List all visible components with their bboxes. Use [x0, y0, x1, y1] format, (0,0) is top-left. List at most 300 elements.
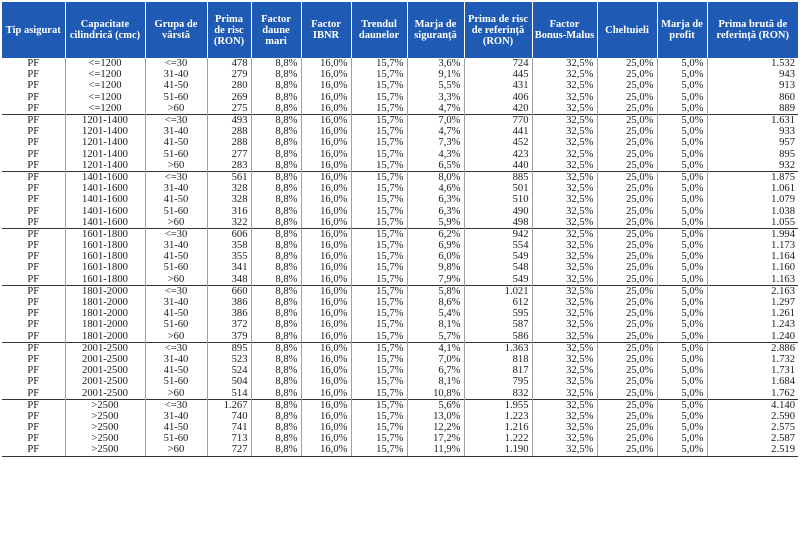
table-row: [2, 69, 798, 80]
cell-factor-bonus-malus: 32,5%: [532, 194, 597, 205]
cell-capacitate: 2001-2500: [65, 376, 145, 387]
cell-factor-daune-mari: 8,8%: [251, 228, 301, 240]
cell-trendul-daunelor: 15,7%: [351, 92, 407, 103]
cell-cheltuieli: 25,0%: [597, 251, 657, 262]
cell-prima-risc-referinta: 445: [464, 69, 532, 80]
cell-factor-ibnr: 16,0%: [301, 308, 351, 319]
cell-prima-risc-referinta: 612: [464, 297, 532, 308]
cell-cheltuieli: 25,0%: [597, 433, 657, 444]
table-row: [2, 354, 798, 365]
cell-marja-siguranta: 13,0%: [407, 411, 464, 422]
table-row: [2, 387, 798, 399]
cell-prima-risc-referinta: 452: [464, 137, 532, 148]
cell-prima-risc: 328: [207, 194, 251, 205]
cell-grupa-varsta: 31-40: [145, 69, 207, 80]
cell-prima-risc: 523: [207, 354, 251, 365]
cell-factor-daune-mari: 8,8%: [251, 114, 301, 126]
cell-tip-asigurat: PF: [2, 228, 65, 240]
cell-prima-risc: 288: [207, 137, 251, 148]
cell-marja-profit: 5,0%: [657, 137, 707, 148]
cell-tip-asigurat: PF: [27, 353, 40, 365]
cell-factor-bonus-malus: 32,5%: [532, 126, 597, 137]
cell-tip-asigurat: PF: [27, 308, 40, 320]
tariff-table: [2, 2, 798, 457]
cell-marja-profit: 5,0%: [657, 58, 707, 69]
cell-marja-profit: 5,0%: [657, 228, 707, 240]
cell-tip-asigurat: PF: [27, 330, 40, 342]
cell-factor-bonus-malus: 32,5%: [532, 69, 597, 80]
cell-cheltuieli: 25,0%: [597, 411, 657, 422]
cell-tip-asigurat: PF: [27, 273, 40, 285]
cell-factor-bonus-malus: 32,5%: [532, 58, 597, 69]
cell-marja-siguranta: 4,3%: [407, 149, 464, 160]
cell-factor-bonus-malus: 32,5%: [532, 365, 597, 376]
cell-factor-bonus-malus: 32,5%: [532, 308, 597, 319]
cell-factor-ibnr: 16,0%: [301, 262, 351, 273]
cell-prima-risc: 740: [207, 411, 251, 422]
cell-factor-ibnr: 16,0%: [301, 319, 351, 330]
cell-marja-siguranta: 5,6%: [407, 399, 464, 411]
cell-cheltuieli: 25,0%: [597, 103, 657, 115]
cell-tip-asigurat: PF: [27, 148, 40, 160]
cell-prima-risc-referinta: 1.223: [464, 411, 532, 422]
cell-prima-bruta-referinta: 1.240: [707, 331, 798, 343]
cell-cheltuieli: 25,0%: [597, 274, 657, 286]
table-row: [2, 297, 798, 308]
cell-factor-bonus-malus: 32,5%: [532, 92, 597, 103]
cell-tip-asigurat: PF: [27, 194, 40, 206]
table-row: [2, 58, 798, 69]
cell-tip-asigurat: PF: [27, 433, 40, 445]
cell-prima-bruta-referinta: 2.163: [707, 285, 798, 297]
cell-trendul-daunelor: 15,7%: [351, 194, 407, 205]
cell-tip-asigurat: PF: [27, 69, 40, 81]
cell-trendul-daunelor: 15,7%: [351, 126, 407, 137]
cell-factor-daune-mari: 8,8%: [251, 262, 301, 273]
cell-trendul-daunelor: 15,7%: [351, 103, 407, 115]
header-marja-siguranta: Marja de siguranță: [407, 2, 464, 58]
cell-factor-ibnr: 16,0%: [301, 149, 351, 160]
cell-prima-bruta-referinta: 1.164: [707, 251, 798, 262]
cell-marja-profit: 5,0%: [657, 205, 707, 216]
cell-factor-daune-mari: 8,8%: [251, 160, 301, 172]
cell-factor-daune-mari: 8,8%: [251, 92, 301, 103]
header-marja-profit: Marja de profit: [657, 2, 707, 58]
cell-factor-daune-mari: 8,8%: [251, 58, 301, 69]
cell-factor-ibnr: 16,0%: [301, 274, 351, 286]
cell-grupa-varsta: 51-60: [145, 376, 207, 387]
table-row: [2, 126, 798, 137]
cell-grupa-varsta: 51-60: [145, 149, 207, 160]
cell-marja-profit: 5,0%: [657, 103, 707, 115]
cell-capacitate: 2001-2500: [65, 342, 145, 354]
header-row: [2, 2, 798, 58]
cell-factor-daune-mari: 8,8%: [251, 240, 301, 251]
cell-grupa-varsta: <=30: [145, 399, 207, 411]
cell-prima-risc: 348: [207, 274, 251, 286]
cell-factor-ibnr: 16,0%: [301, 376, 351, 387]
cell-trendul-daunelor: 15,7%: [351, 205, 407, 216]
cell-prima-bruta-referinta: 1.079: [707, 194, 798, 205]
cell-cheltuieli: 25,0%: [597, 297, 657, 308]
table-row: [2, 240, 798, 251]
cell-grupa-varsta: 51-60: [145, 262, 207, 273]
table-row: [2, 137, 798, 148]
cell-prima-bruta-referinta: 1.994: [707, 228, 798, 240]
cell-prima-bruta-referinta: 1.163: [707, 274, 798, 286]
cell-marja-siguranta: 8,1%: [407, 376, 464, 387]
cell-marja-siguranta: 12,2%: [407, 422, 464, 433]
cell-prima-bruta-referinta: 1.732: [707, 354, 798, 365]
cell-prima-risc-referinta: 406: [464, 92, 532, 103]
cell-trendul-daunelor: 15,7%: [351, 342, 407, 354]
cell-prima-risc-referinta: 423: [464, 149, 532, 160]
cell-tip-asigurat: PF: [27, 183, 40, 195]
cell-marja-profit: 5,0%: [657, 262, 707, 273]
cell-tip-asigurat: PF: [27, 365, 40, 377]
cell-prima-risc-referinta: 441: [464, 126, 532, 137]
cell-grupa-varsta: 51-60: [145, 319, 207, 330]
cell-trendul-daunelor: 15,7%: [351, 365, 407, 376]
cell-prima-bruta-referinta: 1.038: [707, 205, 798, 216]
cell-cheltuieli: 25,0%: [597, 69, 657, 80]
table-row: [2, 444, 798, 456]
cell-tip-asigurat: PF: [27, 387, 40, 399]
cell-factor-daune-mari: 8,8%: [251, 411, 301, 422]
cell-cheltuieli: 25,0%: [597, 228, 657, 240]
cell-cheltuieli: 25,0%: [597, 422, 657, 433]
cell-cheltuieli: 25,0%: [597, 354, 657, 365]
cell-cheltuieli: 25,0%: [597, 126, 657, 137]
cell-factor-daune-mari: 8,8%: [251, 319, 301, 330]
cell-prima-risc-referinta: 795: [464, 376, 532, 387]
cell-capacitate: <=1200: [65, 58, 145, 69]
cell-factor-daune-mari: 8,8%: [251, 69, 301, 80]
cell-capacitate: <=1200: [65, 103, 145, 115]
cell-prima-risc: 316: [207, 205, 251, 216]
cell-prima-risc: 358: [207, 240, 251, 251]
cell-factor-ibnr: 16,0%: [301, 114, 351, 126]
cell-marja-siguranta: 7,0%: [407, 354, 464, 365]
cell-factor-ibnr: 16,0%: [301, 183, 351, 194]
cell-factor-ibnr: 16,0%: [301, 103, 351, 115]
cell-factor-bonus-malus: 32,5%: [532, 262, 597, 273]
cell-prima-risc: 514: [207, 387, 251, 399]
header-factor-ibnr: Factor IBNR: [301, 2, 351, 58]
cell-trendul-daunelor: 15,7%: [351, 376, 407, 387]
table-row: [2, 160, 798, 172]
cell-capacitate: 1601-1800: [65, 228, 145, 240]
header-factor-daune-mari: Factor daune mari: [251, 2, 301, 58]
cell-prima-risc: 275: [207, 103, 251, 115]
cell-cheltuieli: 25,0%: [597, 376, 657, 387]
cell-marja-siguranta: 9,8%: [407, 262, 464, 273]
cell-prima-risc: 379: [207, 331, 251, 343]
cell-factor-bonus-malus: 32,5%: [532, 376, 597, 387]
cell-cheltuieli: 25,0%: [597, 342, 657, 354]
cell-prima-risc: 524: [207, 365, 251, 376]
cell-capacitate: 1201-1400: [65, 160, 145, 172]
cell-marja-siguranta: 6,0%: [407, 251, 464, 262]
tariff-table-container: [2, 2, 798, 457]
cell-prima-risc-referinta: 817: [464, 365, 532, 376]
cell-tip-asigurat: PF: [2, 342, 65, 354]
cell-prima-risc: 895: [207, 342, 251, 354]
cell-factor-ibnr: 16,0%: [301, 80, 351, 91]
cell-trendul-daunelor: 15,7%: [351, 422, 407, 433]
cell-marja-profit: 5,0%: [657, 171, 707, 183]
cell-tip-asigurat: PF: [2, 285, 65, 297]
cell-tip-asigurat: PF: [2, 444, 65, 456]
cell-marja-siguranta: 7,0%: [407, 114, 464, 126]
cell-prima-risc-referinta: 440: [464, 160, 532, 172]
cell-factor-bonus-malus: 32,5%: [532, 331, 597, 343]
cell-prima-risc-referinta: 1.955: [464, 399, 532, 411]
cell-factor-bonus-malus: 32,5%: [532, 297, 597, 308]
cell-marja-profit: 5,0%: [657, 251, 707, 262]
cell-factor-ibnr: 16,0%: [301, 399, 351, 411]
cell-grupa-varsta: <=30: [145, 285, 207, 297]
cell-prima-bruta-referinta: 1.532: [707, 58, 798, 69]
cell-prima-bruta-referinta: 1.684: [707, 376, 798, 387]
cell-factor-bonus-malus: 32,5%: [532, 103, 597, 115]
cell-prima-bruta-referinta: 2.519: [707, 444, 798, 456]
cell-prima-bruta-referinta: 933: [707, 126, 798, 137]
table-row: [2, 308, 798, 319]
cell-prima-risc: 660: [207, 285, 251, 297]
cell-marja-siguranta: 3,6%: [407, 58, 464, 69]
cell-capacitate: 1801-2000: [65, 308, 145, 319]
cell-factor-daune-mari: 8,8%: [251, 251, 301, 262]
cell-prima-risc-referinta: 770: [464, 114, 532, 126]
cell-prima-risc-referinta: 549: [464, 251, 532, 262]
cell-grupa-varsta: 51-60: [145, 433, 207, 444]
cell-capacitate: 1601-1800: [65, 274, 145, 286]
cell-factor-bonus-malus: 32,5%: [532, 274, 597, 286]
cell-prima-risc-referinta: 548: [464, 262, 532, 273]
table-row: [2, 103, 798, 115]
cell-factor-daune-mari: 8,8%: [251, 376, 301, 387]
cell-prima-risc-referinta: 1.222: [464, 433, 532, 444]
cell-prima-risc-referinta: 885: [464, 171, 532, 183]
cell-capacitate: >2500: [65, 411, 145, 422]
cell-marja-siguranta: 5,5%: [407, 80, 464, 91]
cell-factor-daune-mari: 8,8%: [251, 387, 301, 399]
cell-capacitate: 1801-2000: [65, 319, 145, 330]
cell-prima-risc-referinta: 498: [464, 217, 532, 229]
cell-prima-bruta-referinta: 1.875: [707, 171, 798, 183]
cell-marja-siguranta: 6,9%: [407, 240, 464, 251]
table-row: [2, 80, 798, 91]
cell-capacitate: 1801-2000: [65, 331, 145, 343]
cell-marja-profit: 5,0%: [657, 149, 707, 160]
cell-prima-bruta-referinta: 913: [707, 80, 798, 91]
cell-cheltuieli: 25,0%: [597, 387, 657, 399]
cell-grupa-varsta: 41-50: [145, 251, 207, 262]
cell-marja-siguranta: 6,3%: [407, 194, 464, 205]
cell-factor-ibnr: 16,0%: [301, 240, 351, 251]
table-row: [2, 251, 798, 262]
cell-prima-risc-referinta: 420: [464, 103, 532, 115]
table-row: [2, 274, 798, 286]
cell-trendul-daunelor: 15,7%: [351, 354, 407, 365]
cell-tip-asigurat: PF: [27, 422, 40, 434]
cell-trendul-daunelor: 15,7%: [351, 149, 407, 160]
cell-factor-ibnr: 16,0%: [301, 126, 351, 137]
cell-marja-siguranta: 10,8%: [407, 387, 464, 399]
cell-cheltuieli: 25,0%: [597, 114, 657, 126]
cell-marja-siguranta: 5,9%: [407, 217, 464, 229]
cell-trendul-daunelor: 15,7%: [351, 228, 407, 240]
cell-capacitate: 2001-2500: [65, 354, 145, 365]
header-prima-bruta-referinta: Prima brută de referință (RON): [707, 2, 798, 58]
cell-grupa-varsta: 31-40: [145, 354, 207, 365]
cell-factor-daune-mari: 8,8%: [251, 274, 301, 286]
cell-marja-profit: 5,0%: [657, 160, 707, 172]
table-row: [2, 331, 798, 343]
cell-factor-ibnr: 16,0%: [301, 92, 351, 103]
cell-factor-daune-mari: 8,8%: [251, 297, 301, 308]
cell-capacitate: 1801-2000: [65, 285, 145, 297]
cell-cheltuieli: 25,0%: [597, 331, 657, 343]
table-row: [2, 149, 798, 160]
cell-tip-asigurat: PF: [27, 80, 40, 92]
cell-capacitate: 2001-2500: [65, 365, 145, 376]
header-prima-risc: Prima de risc (RON): [207, 2, 251, 58]
cell-capacitate: <=1200: [65, 92, 145, 103]
cell-prima-risc-referinta: 587: [464, 319, 532, 330]
cell-marja-siguranta: 8,1%: [407, 319, 464, 330]
cell-trendul-daunelor: 15,7%: [351, 160, 407, 172]
header-trendul-daunelor: Trendul daunelor: [351, 2, 407, 58]
cell-factor-daune-mari: 8,8%: [251, 171, 301, 183]
cell-prima-risc: 341: [207, 262, 251, 273]
cell-marja-siguranta: 6,5%: [407, 160, 464, 172]
cell-factor-ibnr: 16,0%: [301, 194, 351, 205]
cell-trendul-daunelor: 15,7%: [351, 217, 407, 229]
cell-factor-ibnr: 16,0%: [301, 387, 351, 399]
cell-marja-profit: 5,0%: [657, 365, 707, 376]
cell-tip-asigurat: PF: [27, 297, 40, 309]
cell-prima-risc: 727: [207, 444, 251, 456]
cell-trendul-daunelor: 15,7%: [351, 80, 407, 91]
cell-factor-ibnr: 16,0%: [301, 444, 351, 456]
table-row: [2, 217, 798, 229]
cell-trendul-daunelor: 15,7%: [351, 137, 407, 148]
cell-cheltuieli: 25,0%: [597, 183, 657, 194]
cell-trendul-daunelor: 15,7%: [351, 433, 407, 444]
table-row: [2, 342, 798, 354]
cell-grupa-varsta: >60: [145, 274, 207, 286]
cell-trendul-daunelor: 15,7%: [351, 58, 407, 69]
cell-factor-bonus-malus: 32,5%: [532, 205, 597, 216]
cell-marja-profit: 5,0%: [657, 331, 707, 343]
cell-prima-risc-referinta: 1.363: [464, 342, 532, 354]
cell-tip-asigurat: PF: [27, 102, 40, 114]
cell-factor-bonus-malus: 32,5%: [532, 137, 597, 148]
cell-trendul-daunelor: 15,7%: [351, 262, 407, 273]
table-header: [2, 2, 798, 58]
cell-marja-siguranta: 4,6%: [407, 183, 464, 194]
cell-grupa-varsta: 41-50: [145, 137, 207, 148]
cell-prima-risc: 288: [207, 126, 251, 137]
table-row: [2, 399, 798, 411]
cell-prima-bruta-referinta: 957: [707, 137, 798, 148]
cell-capacitate: 1401-1600: [65, 183, 145, 194]
cell-cheltuieli: 25,0%: [597, 319, 657, 330]
cell-capacitate: 1201-1400: [65, 126, 145, 137]
cell-grupa-varsta: >60: [145, 160, 207, 172]
cell-grupa-varsta: <=30: [145, 228, 207, 240]
cell-trendul-daunelor: 15,7%: [351, 274, 407, 286]
cell-tip-asigurat: PF: [2, 171, 65, 183]
cell-capacitate: 1401-1600: [65, 217, 145, 229]
cell-factor-bonus-malus: 32,5%: [532, 411, 597, 422]
cell-marja-profit: 5,0%: [657, 422, 707, 433]
cell-grupa-varsta: <=30: [145, 171, 207, 183]
cell-prima-risc: 504: [207, 376, 251, 387]
cell-marja-profit: 5,0%: [657, 308, 707, 319]
cell-tip-asigurat: PF: [27, 126, 40, 138]
cell-marja-siguranta: 6,3%: [407, 205, 464, 216]
cell-grupa-varsta: 41-50: [145, 308, 207, 319]
table-row: [2, 433, 798, 444]
table-row: [2, 376, 798, 387]
cell-tip-asigurat: PF: [2, 399, 65, 411]
cell-factor-ibnr: 16,0%: [301, 297, 351, 308]
cell-cheltuieli: 25,0%: [597, 160, 657, 172]
cell-prima-risc-referinta: 724: [464, 58, 532, 69]
cell-factor-daune-mari: 8,8%: [251, 331, 301, 343]
cell-cheltuieli: 25,0%: [597, 262, 657, 273]
cell-capacitate: <=1200: [65, 69, 145, 80]
cell-grupa-varsta: 41-50: [145, 194, 207, 205]
cell-capacitate: 1401-1600: [65, 205, 145, 216]
cell-factor-ibnr: 16,0%: [301, 251, 351, 262]
cell-grupa-varsta: <=30: [145, 114, 207, 126]
cell-capacitate: <=1200: [65, 80, 145, 91]
cell-prima-risc-referinta: 1.216: [464, 422, 532, 433]
cell-capacitate: 1401-1600: [65, 194, 145, 205]
cell-marja-siguranta: 17,2%: [407, 433, 464, 444]
cell-factor-daune-mari: 8,8%: [251, 399, 301, 411]
cell-tip-asigurat: PF: [27, 205, 40, 217]
cell-factor-ibnr: 16,0%: [301, 433, 351, 444]
cell-tip-asigurat: PF: [27, 319, 40, 331]
cell-factor-daune-mari: 8,8%: [251, 183, 301, 194]
cell-marja-siguranta: 11,9%: [407, 444, 464, 456]
cell-grupa-varsta: 31-40: [145, 411, 207, 422]
cell-grupa-varsta: >60: [145, 217, 207, 229]
cell-marja-siguranta: 4,7%: [407, 126, 464, 137]
cell-marja-siguranta: 7,3%: [407, 137, 464, 148]
cell-marja-profit: 5,0%: [657, 342, 707, 354]
cell-factor-ibnr: 16,0%: [301, 331, 351, 343]
cell-prima-risc-referinta: 510: [464, 194, 532, 205]
cell-factor-daune-mari: 8,8%: [251, 365, 301, 376]
cell-trendul-daunelor: 15,7%: [351, 331, 407, 343]
table-row: [2, 194, 798, 205]
cell-marja-siguranta: 8,6%: [407, 297, 464, 308]
cell-prima-bruta-referinta: 1.297: [707, 297, 798, 308]
cell-trendul-daunelor: 15,7%: [351, 171, 407, 183]
cell-factor-bonus-malus: 32,5%: [532, 240, 597, 251]
cell-prima-bruta-referinta: 1.261: [707, 308, 798, 319]
cell-marja-siguranta: 6,2%: [407, 228, 464, 240]
cell-grupa-varsta: 41-50: [145, 80, 207, 91]
cell-cheltuieli: 25,0%: [597, 365, 657, 376]
cell-trendul-daunelor: 15,7%: [351, 387, 407, 399]
